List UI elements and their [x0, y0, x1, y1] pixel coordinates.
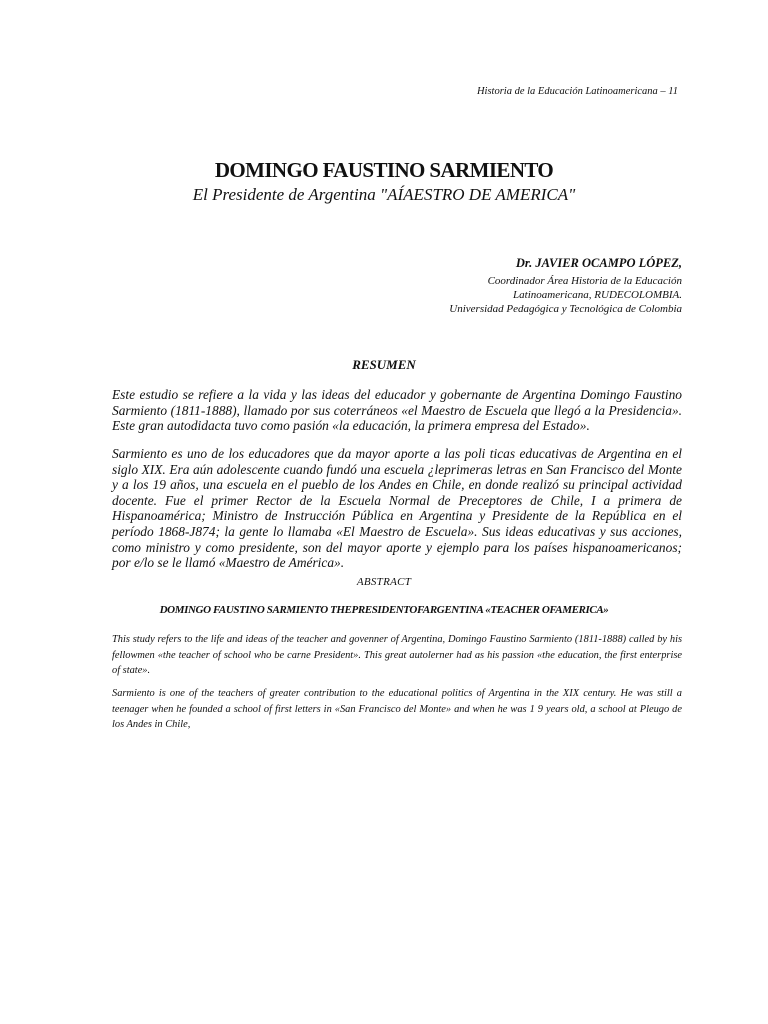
- author-block: [449, 256, 682, 316]
- author-affiliation-line-1: Coordinador Área Historia de la Educación: [487, 275, 682, 287]
- document-title: DOMINGO FAUSTINO SARMIENTO: [214, 158, 554, 182]
- abstract-paragraph-1-block: [112, 632, 682, 679]
- resumen-paragraph-1: Este estudio se refiere a la vida y las ideas del educador y gobernante de Argentina Domingo Faustino Sarmiento (1811-1888), llamado por sus coterráneos «el Maestro de Escuela que llegó a la Presidencia». Este gran autodidacta tuvo como pasión «la educación, la primera empresa del Estado».: [112, 387, 682, 434]
- title-block: [0, 158, 768, 205]
- author-affiliation-line-2: Latinoamericana, RUDECOLOMBIA.: [513, 289, 682, 301]
- abstract-paragraph-2-block: [112, 686, 682, 733]
- document-subtitle: El Presidente de Argentina "AÍAESTRO DE AMERICA": [192, 185, 576, 204]
- author-affiliation-line-3: Universidad Pedagógica y Tecnológica de Colombia: [449, 303, 682, 315]
- abstract-paragraph-1: This study refers to the life and ideas of the teacher and govenner of Argentina, Domingo Faustino Sarmiento (1811-1888) called by his fellowmen «the teacher of school who be carne President». This great autolerner had as his passion «the education, the first enterprise of state».: [112, 634, 682, 676]
- author-name: Dr. JAVIER OCAMPO LÓPEZ,: [515, 256, 682, 270]
- resumen-paragraph-2-block: [112, 446, 682, 571]
- running-header: Historia de la Educación Latinoamericana – 11: [476, 86, 678, 97]
- abstract-paragraph-2: Sarmiento is one of the teachers of greater contribution to the educational politics of Argentina in the XIX century. He was still a teenager when he founded a school of first letters in «San Francisco del Monte» and when he was 1 9 years old, a school at Pleugo de los Andes in Chile,: [112, 688, 682, 730]
- resumen-paragraph-1-block: [112, 387, 682, 434]
- resumen-heading: RESUMEN: [352, 357, 416, 372]
- abstract-heading: ABSTRACT: [356, 576, 412, 588]
- resumen-paragraph-2: Sarmiento es uno de los educadores que da mayor aporte a las poli ticas educativas de Argentina en el siglo XIX. Era aún adolescente cuando fundó una escuela ¿leprimeras letras en San Francisco del Monte y a los 19 años, una escuela en el pueblo de los Andes en Chile, en donde realizó su principal actividad docente. Fue el primer Rector de la Escuela Normal de Preceptores de Chile, I a primera de Hispanoamérica; Ministro de Instrucción Pública en Argentina y Presidente de la República en el período 1868-J874; la gente lo llamaba «El Maestro de Escuela». Sus ideas educativas y sus acciones, como ministro y como presidente, son del mayor aporte y ejemplo para los países hispanoamericanos; por e/lo se le llamó «Maestro de América».: [112, 446, 682, 571]
- abstract-title: DOMINGO FAUSTINO SARMIENTO THEPRESIDENTOFARGENTINA «TEACHER OFAMERICA»: [159, 604, 609, 616]
